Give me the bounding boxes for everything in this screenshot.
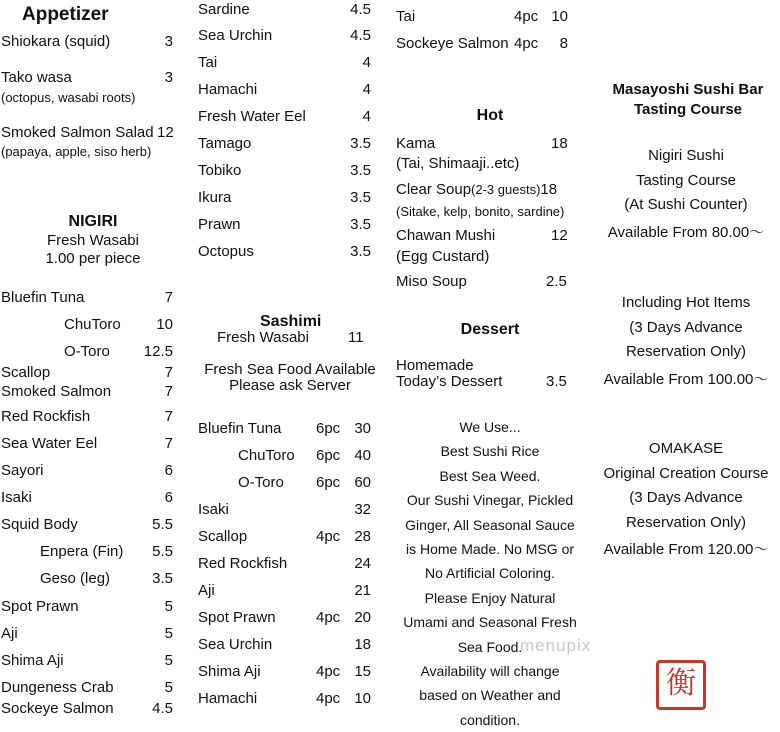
nigiri-item-name: Spot Prawn bbox=[1, 598, 79, 615]
sashimi-item-name: Tai bbox=[396, 8, 416, 25]
nigiri-item-price: 7 bbox=[164, 383, 173, 400]
seal-stamp-icon: 衡 bbox=[656, 660, 706, 710]
nigiri-item-name: Red Rockfish bbox=[1, 408, 91, 425]
sashimi-item-name: Shima Aji bbox=[198, 663, 261, 680]
sashimi-heading: Sashimi bbox=[260, 313, 322, 330]
sashimi-note: Please ask Server bbox=[229, 377, 351, 394]
nigiri-item-price: 4 bbox=[362, 81, 371, 98]
sashimi-item-name: ChuToro bbox=[238, 447, 295, 464]
we-use-line: based on Weather and bbox=[419, 687, 561, 704]
nigiri-item-name: Dungeness Crab bbox=[1, 679, 114, 696]
sashimi-item-price: 28 bbox=[354, 528, 371, 545]
menu-item-name: Shiokara (squid) bbox=[1, 33, 111, 50]
nigiri-item-name: Octopus bbox=[198, 243, 254, 260]
sashimi-item-name: Bluefin Tuna bbox=[198, 420, 282, 437]
tasting-line: OMAKASE bbox=[648, 440, 724, 457]
nigiri-item-name: Tamago bbox=[198, 135, 252, 152]
sashimi-item-name: Sea Urchin bbox=[198, 636, 273, 653]
nigiri-item-price: 3.5 bbox=[350, 135, 371, 152]
nigiri-item-price: 10 bbox=[156, 316, 173, 333]
menu-item-price: 3 bbox=[164, 33, 173, 50]
sashimi-item-price: 32 bbox=[354, 501, 371, 518]
nigiri-item-price: 7 bbox=[164, 408, 173, 425]
sashimi-item-price: 60 bbox=[354, 474, 371, 491]
nigiri-item-price: 5 bbox=[164, 625, 173, 642]
sashimi-item-name: Scallop bbox=[198, 528, 248, 545]
sashimi-item-price: 40 bbox=[354, 447, 371, 464]
we-use-line: condition. bbox=[460, 711, 520, 728]
nigiri-item-name: Prawn bbox=[198, 216, 241, 233]
nigiri-item-name: ChuToro bbox=[64, 316, 121, 333]
nigiri-item-price: 4 bbox=[362, 108, 371, 125]
we-use-line: Best Sushi Rice bbox=[440, 443, 540, 460]
watermark: menupix bbox=[520, 636, 592, 655]
nigiri-item-price: 4.5 bbox=[152, 700, 173, 717]
nigiri-item-name: O-Toro bbox=[64, 343, 110, 360]
menu-item-desc: (papaya, apple, siso herb) bbox=[1, 144, 152, 159]
we-use-line: Sea Food. bbox=[457, 638, 523, 655]
nigiri-item-name: Ikura bbox=[198, 189, 232, 206]
menu-item-price: 3 bbox=[164, 69, 173, 86]
nigiri-item-name: Sayori bbox=[1, 462, 44, 479]
nigiri-item-name: Sea Water Eel bbox=[1, 435, 98, 452]
tasting-title: Tasting Course bbox=[633, 101, 743, 118]
we-use-line: Best Sea Weed. bbox=[439, 467, 541, 484]
nigiri-item-name: Hamachi bbox=[198, 81, 258, 98]
sashimi-item-name: O-Toro bbox=[238, 474, 284, 491]
hot-item-desc: (Sitake, kelp, bonito, sardine) bbox=[396, 204, 565, 219]
sashimi-item-price: 24 bbox=[354, 555, 371, 572]
nigiri-item-price: 5 bbox=[164, 598, 173, 615]
hot-item-price: 18 bbox=[551, 135, 568, 152]
sashimi-item-name: Spot Prawn bbox=[198, 609, 276, 626]
nigiri-item-price: 4.5 bbox=[350, 27, 371, 44]
nigiri-item-name: Aji bbox=[1, 625, 18, 642]
menu-item-price: 12 bbox=[157, 124, 174, 141]
sashimi-item-price: 21 bbox=[354, 582, 371, 599]
we-use-line: is Home Made. No MSG or bbox=[405, 541, 575, 557]
nigiri-item-name: Bluefin Tuna bbox=[1, 289, 85, 306]
hot-item-desc: (Tai, Shimaaji..etc) bbox=[396, 155, 520, 172]
nigiri-item-name: Shima Aji bbox=[1, 652, 64, 669]
sashimi-item-name: Sockeye Salmon bbox=[396, 35, 509, 52]
sashimi-item-pieces: 6pc bbox=[316, 447, 341, 464]
menu-item-name: Tako wasa bbox=[1, 69, 72, 86]
nigiri-item-name: Scallop bbox=[1, 364, 51, 381]
sashimi-item-name: Red Rockfish bbox=[198, 555, 288, 572]
nigiri-item-name: Sardine bbox=[198, 1, 250, 18]
hot-item-desc: (Egg Custard) bbox=[396, 248, 490, 265]
nigiri-note: 1.00 per piece bbox=[45, 250, 141, 267]
tasting-line: Available From 80.00～ bbox=[607, 223, 765, 241]
sashimi-item-price: 8 bbox=[559, 35, 568, 52]
nigiri-item-price: 4 bbox=[362, 54, 371, 71]
tasting-line: Original Creation Course bbox=[603, 464, 769, 482]
nigiri-item-price: 5 bbox=[164, 679, 173, 696]
we-use-line: We Use... bbox=[459, 419, 521, 435]
nigiri-item-name: Sea Urchin bbox=[198, 27, 273, 44]
dessert-price: 3.5 bbox=[546, 373, 567, 390]
menu-item-desc: (octopus, wasabi roots) bbox=[1, 90, 136, 105]
sashimi-item-pieces: 4pc bbox=[514, 8, 539, 25]
tasting-line: Tasting Course bbox=[635, 171, 737, 189]
nigiri-note: Fresh Wasabi bbox=[47, 232, 139, 249]
sashimi-item-price: 18 bbox=[354, 636, 371, 653]
nigiri-heading: NIGIRI bbox=[68, 213, 118, 230]
nigiri-item-price: 7 bbox=[164, 435, 173, 452]
nigiri-item-price: 3.5 bbox=[350, 162, 371, 179]
nigiri-item-price: 12.5 bbox=[143, 343, 173, 360]
nigiri-item-price: 7 bbox=[164, 289, 173, 306]
sashimi-item-pieces: 4pc bbox=[316, 528, 341, 545]
sashimi-item-price: 10 bbox=[354, 690, 371, 707]
dessert-line: Today’s Dessert bbox=[396, 373, 503, 390]
sashimi-item-pieces: 6pc bbox=[316, 420, 341, 437]
nigiri-item-name: Tai bbox=[198, 54, 218, 71]
tasting-line: (At Sushi Counter) bbox=[624, 196, 748, 213]
sashimi-item-pieces: 4pc bbox=[514, 35, 539, 52]
nigiri-item-price: 3.5 bbox=[350, 216, 371, 233]
sashimi-item-pieces: 4pc bbox=[316, 663, 341, 680]
nigiri-item-price: 3.5 bbox=[350, 243, 371, 260]
tasting-line: Available From 120.00～ bbox=[603, 541, 769, 558]
nigiri-item-price: 4.5 bbox=[350, 1, 371, 18]
hot-item-name: Kama bbox=[396, 135, 436, 152]
sashimi-wasabi-price: 11 bbox=[348, 329, 364, 346]
sashimi-item-price: 20 bbox=[354, 609, 371, 626]
sashimi-item-name: Hamachi bbox=[198, 690, 258, 707]
sashimi-note: Fresh Sea Food Available bbox=[204, 361, 376, 378]
we-use-line: Availability will change bbox=[420, 663, 560, 679]
nigiri-item-name: Tobiko bbox=[198, 162, 242, 179]
sashimi-item-price: 10 bbox=[551, 8, 568, 25]
tasting-title: Masayoshi Sushi Bar bbox=[612, 81, 764, 98]
hot-item-name: Miso Soup bbox=[396, 273, 467, 290]
we-use-line: No Artificial Coloring. bbox=[425, 565, 555, 582]
menu-item-name: Smoked Salmon Salad bbox=[1, 124, 154, 141]
nigiri-item-price: 3.5 bbox=[350, 189, 371, 206]
sashimi-item-pieces: 6pc bbox=[316, 474, 341, 491]
sashimi-wasabi: Fresh Wasabi bbox=[217, 329, 309, 346]
we-use-line: Please Enjoy Natural bbox=[424, 589, 556, 606]
tasting-line: Including Hot Items bbox=[621, 294, 751, 311]
tasting-line: Nigiri Sushi bbox=[648, 147, 724, 164]
sashimi-item-pieces: 4pc bbox=[316, 690, 341, 707]
we-use-line: Ginger, All Seasonal Sauce bbox=[405, 516, 575, 533]
nigiri-item-name: Sockeye Salmon bbox=[1, 700, 114, 717]
nigiri-item-price: 6 bbox=[164, 489, 173, 506]
sashimi-item-name: Isaki bbox=[198, 501, 229, 518]
nigiri-item-name: Squid Body bbox=[1, 516, 78, 533]
nigiri-item-price: 5 bbox=[164, 652, 173, 669]
tasting-line: Available From 100.00～ bbox=[603, 370, 769, 388]
hot-item-price: 12 bbox=[551, 227, 568, 244]
dessert-line: Homemade bbox=[396, 357, 474, 374]
hot-item-name: Clear Soup(2-3 guests)18 bbox=[396, 181, 558, 198]
sashimi-item-pieces: 4pc bbox=[316, 609, 341, 626]
tasting-line: (3 Days Advance bbox=[629, 318, 743, 336]
tasting-line: Reservation Only) bbox=[625, 343, 747, 360]
we-use-line: Umami and Seasonal Fresh bbox=[403, 614, 577, 631]
nigiri-item-price: 3.5 bbox=[152, 570, 173, 587]
tasting-line: (3 Days Advance bbox=[629, 489, 743, 506]
sashimi-item-name: Aji bbox=[198, 582, 215, 599]
hot-item-price: 2.5 bbox=[546, 273, 567, 290]
nigiri-item-price: 5.5 bbox=[152, 543, 173, 560]
nigiri-item-price: 6 bbox=[164, 462, 173, 479]
nigiri-item-name: Fresh Water Eel bbox=[198, 108, 306, 125]
sashimi-item-price: 30 bbox=[354, 420, 371, 437]
sashimi-item-price: 15 bbox=[354, 663, 371, 680]
nigiri-item-name: Geso (leg) bbox=[40, 570, 111, 587]
appetizer-heading: Appetizer bbox=[22, 4, 109, 25]
nigiri-item-price: 7 bbox=[164, 364, 173, 381]
hot-item-name: Chawan Mushi bbox=[396, 227, 496, 244]
dessert-heading: Dessert bbox=[460, 321, 520, 338]
tasting-line: Reservation Only) bbox=[625, 513, 747, 531]
nigiri-item-name: Smoked Salmon bbox=[1, 383, 112, 400]
we-use-line: Our Sushi Vinegar, Pickled bbox=[406, 492, 574, 509]
nigiri-item-name: Enpera (Fin) bbox=[40, 543, 124, 560]
nigiri-item-name: Isaki bbox=[1, 489, 32, 506]
nigiri-item-price: 5.5 bbox=[152, 516, 173, 533]
hot-heading: Hot bbox=[476, 107, 504, 124]
